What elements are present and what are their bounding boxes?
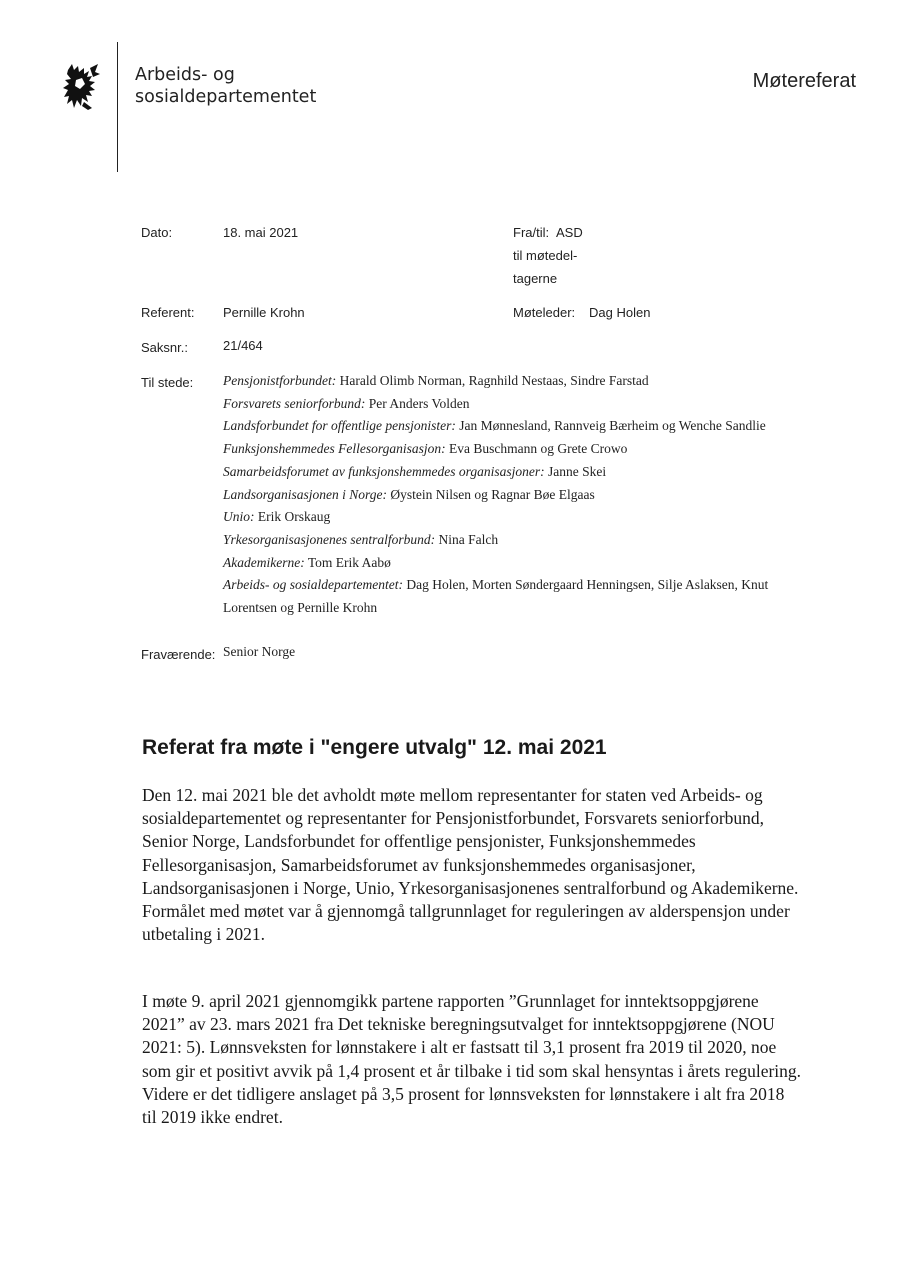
attendee-org: Arbeids- og sosialdepartementet:	[223, 577, 403, 593]
attendee-org: Akademikerne:	[223, 554, 305, 570]
attendee-entry	[223, 370, 783, 393]
present-label: Til stede:	[141, 375, 194, 390]
attendee-org: Landsforbundet for offentlige pensjonister:	[223, 418, 456, 434]
attendee-org: Pensjonistforbundet:	[223, 373, 337, 388]
absent-label: Fraværende:	[141, 647, 216, 662]
absent-value: Senior Norge	[223, 644, 296, 659]
fromto-label: Fra/til:	[513, 225, 550, 240]
attendee-names: Eva Buschmann og Grete Crowo	[448, 441, 628, 457]
case-number-value: 21/464	[223, 338, 263, 353]
case-number-label: Saksnr.:	[141, 340, 188, 355]
attendee-org: Unio:	[223, 509, 255, 525]
attendee-names: Harald Olimb Norman, Ragnhild Nestaas, Sindre Farstad	[339, 373, 649, 388]
attendee-entry	[223, 484, 783, 507]
attendee-org: Funksjonshemmedes Fellesorganisasjon:	[223, 441, 446, 457]
attendee-names: Per Anders Volden	[368, 395, 470, 411]
header-divider	[117, 42, 118, 172]
ministry-name-line-2: sosialdepartementet	[135, 87, 317, 107]
fromto-value-line-3: tagerne	[513, 271, 558, 286]
referent-value: Pernille Krohn	[223, 305, 305, 320]
attendee-names: Øystein Nilsen og Ragnar Bøe Elgaas	[390, 486, 595, 502]
attendee-entry	[223, 438, 783, 461]
attendee-names: Dag Holen, Morten Søndergaard Henningsen, Silje Aslaksen, Knut Lorentsen og Pernille Krohn	[223, 577, 769, 616]
date-label: Dato:	[141, 225, 173, 240]
section-heading: Referat fra møte i "engere utvalg" 12. mai 2021	[142, 736, 607, 759]
attendee-names: Tom Erik Aabø	[307, 554, 391, 570]
body-paragraph-1: Den 12. mai 2021 ble det avholdt møte mellom representanter for staten ved Arbeids- og sosialdepartementet og representanter for Pensjonistforbundet, Forsvarets seniorforbund, Senior Norge, Landsforbundet for offentlige pensjonister, Funksjonshemmedes Fellesorganisasjon, Samarbeidsforumet av funksjonshemmedes organisasjoner, Landsorganisasjonen i Norge, Unio, Yrkesorganisasjonenes sentralforbund og Akademikerne. Formålet med møtet var å gjennomgå tallgrunnlaget for reguleringen av alderspensjon under utbetaling i 2021.	[142, 785, 799, 945]
attendee-entry	[223, 393, 783, 416]
attendee-entry	[223, 415, 783, 438]
body-paragraph-2: I møte 9. april 2021 gjennomgikk partene rapporten ”Grunnlaget for inntektsoppgjørene 2021” av 23. mars 2021 fra Det tekniske beregningsutvalget for inntektsoppgjørene (NOU 2021: 5). Lønnsveksten for lønnstakere i alt er fastsatt til 3,1 prosent fra 2019 til 2020, noe som gir et positivt avvik på 1,4 prosent et år tilbake i tid som skal hensyntas i årets regulering. Videre er det tidligere anslaget på 3,5 prosent for lønnsveksten for lønnstakere i alt fra 2018 til 2019 ikke endret.	[142, 991, 802, 1128]
attendee-entry	[223, 552, 783, 575]
ministry-name	[135, 64, 316, 108]
meeting-leader-label: Møteleder:	[513, 305, 576, 320]
attendee-org: Yrkesorganisasjonenes sentralforbund:	[223, 531, 436, 547]
attendee-org: Forsvarets seniorforbund:	[223, 395, 366, 411]
meeting-leader-value: Dag Holen	[589, 305, 651, 320]
referent-label: Referent:	[141, 305, 195, 320]
date-value: 18. mai 2021	[223, 225, 299, 240]
ministry-name-line-1: Arbeids- og	[135, 65, 235, 85]
attendee-list	[223, 370, 783, 620]
fromto-value-line-2: til møtedel-	[513, 248, 578, 263]
attendee-names: Janne Skei	[547, 463, 607, 479]
attendee-names: Nina Falch	[438, 531, 499, 547]
attendee-entry	[223, 574, 783, 619]
attendee-org: Landsorganisasjonen i Norge:	[223, 486, 388, 502]
document-type: Møtereferat	[752, 70, 856, 92]
attendee-entry	[223, 506, 783, 529]
attendee-entry	[223, 529, 783, 552]
coat-of-arms-lion-icon	[62, 62, 102, 112]
attendee-names: Erik Orskaug	[257, 509, 331, 525]
attendee-entry	[223, 461, 783, 484]
attendee-names: Jan Mønnesland, Rannveig Bærheim og Wenche Sandlie	[459, 418, 766, 434]
attendee-org: Samarbeidsforumet av funksjonshemmedes organisasjoner:	[223, 463, 545, 479]
fromto-value: ASD	[556, 225, 583, 240]
